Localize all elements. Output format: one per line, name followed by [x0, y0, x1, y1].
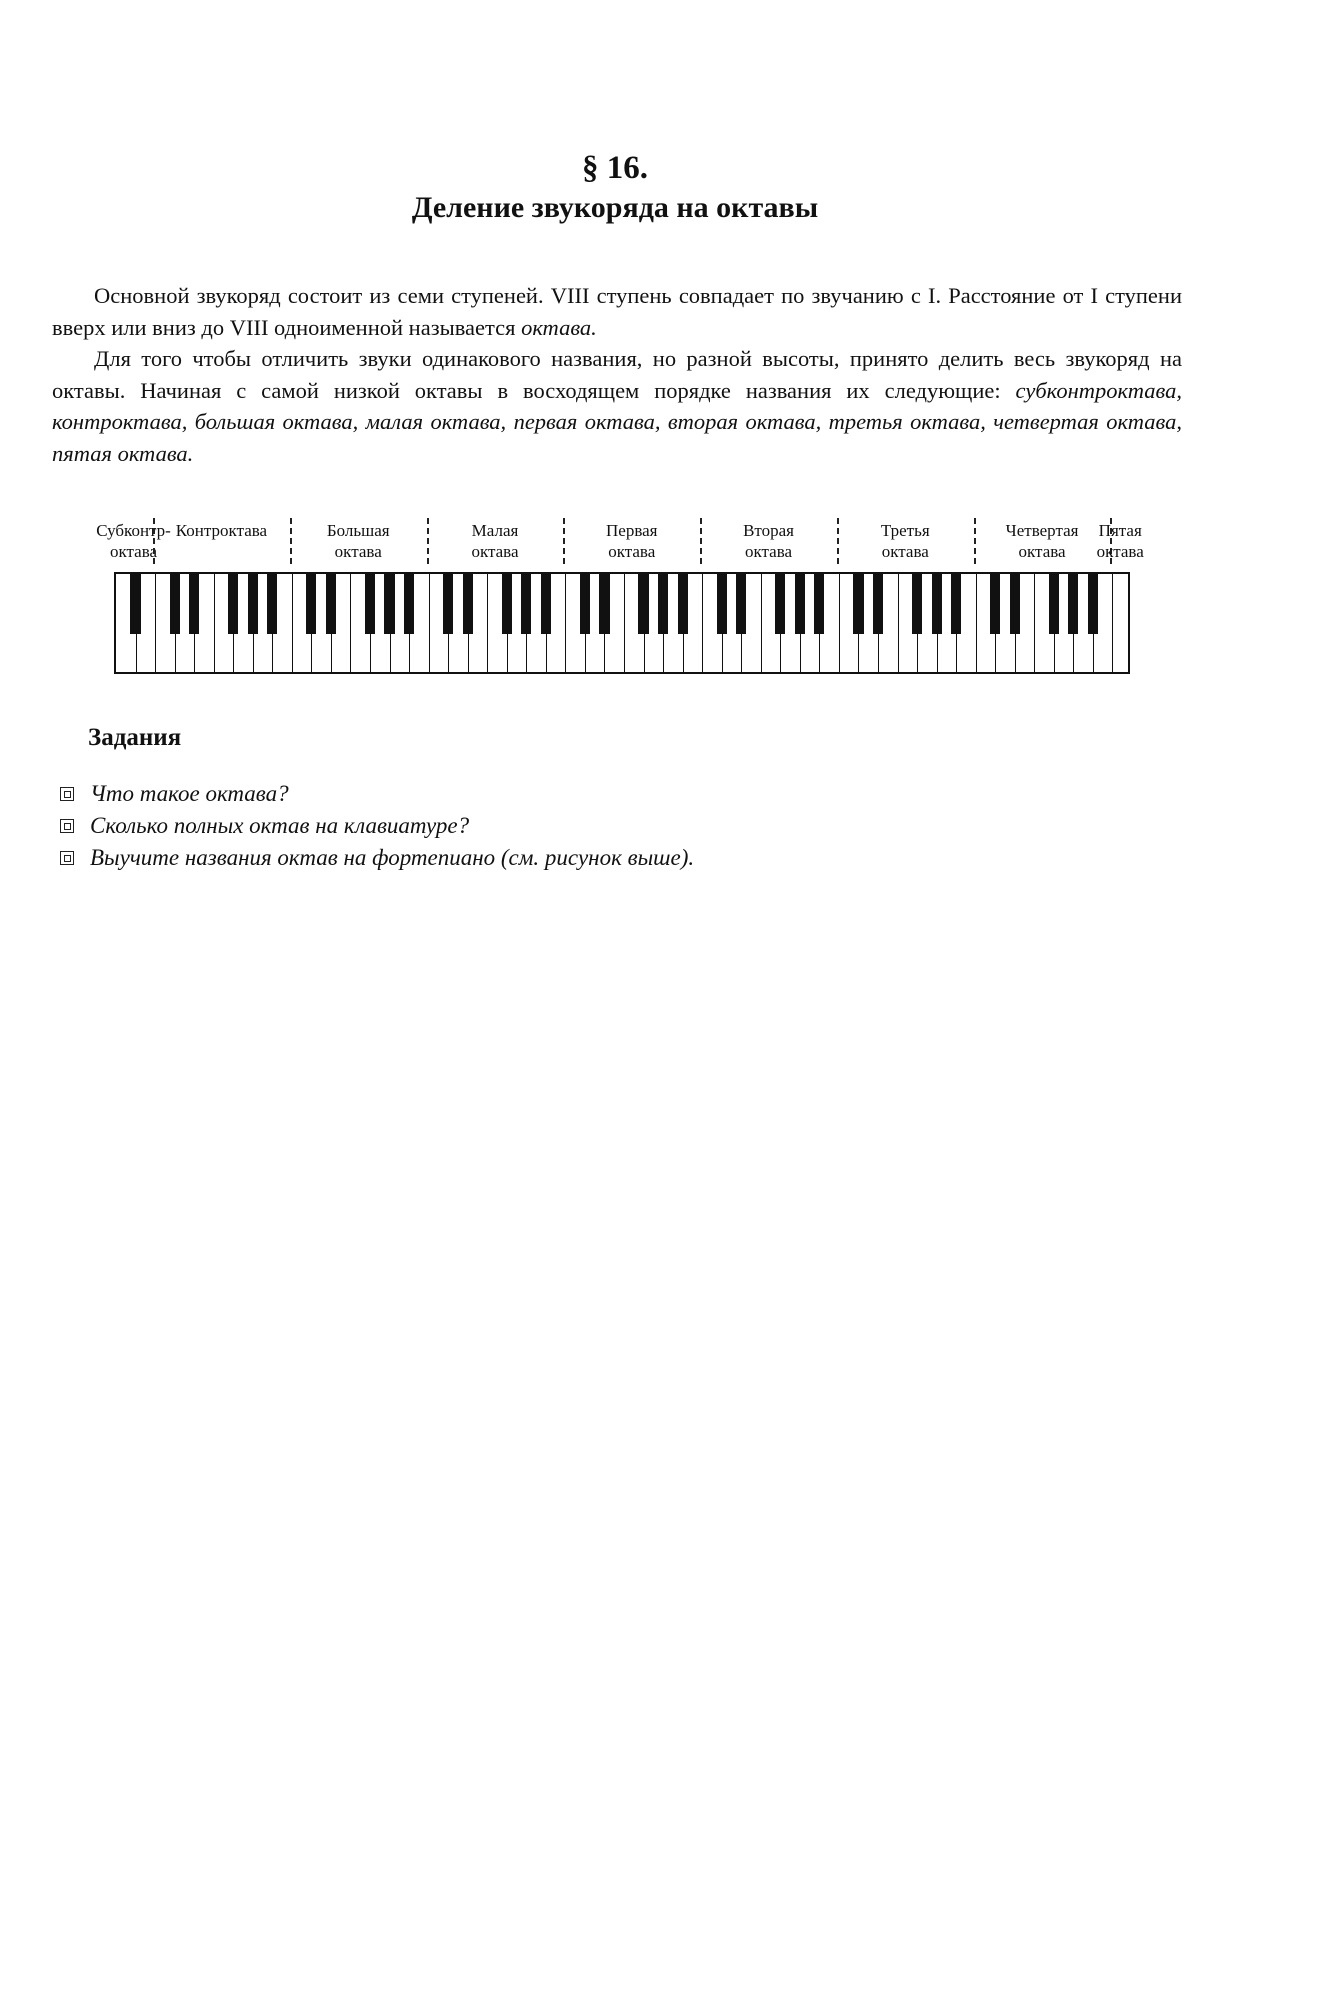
- black-key: [384, 574, 394, 634]
- octave-label: Вторая октава: [743, 521, 794, 561]
- octave-label: Малая октава: [471, 521, 519, 561]
- black-key: [443, 574, 453, 634]
- black-key: [795, 574, 805, 634]
- black-key: [521, 574, 531, 634]
- octave-label: Третья октава: [880, 521, 930, 561]
- black-key: [951, 574, 961, 634]
- piano-keyboard: [114, 572, 1130, 674]
- octave-divider: [290, 518, 292, 564]
- octave-label: Большая октава: [326, 521, 390, 561]
- black-key: [130, 574, 140, 634]
- black-key: [932, 574, 942, 634]
- black-key: [814, 574, 824, 634]
- paragraph-text: Для того чтобы отличить звуки одинакового названия, но разной высоты, принято делить весь звукоряд на октавы. Начиная с самой низкой октавы в восходящем порядке названия их следующие:: [52, 346, 1182, 403]
- tasks-list: [60, 778, 694, 874]
- task-item: [60, 778, 694, 810]
- paragraph-2: [52, 343, 1182, 469]
- task-text: Что такое октава?: [90, 781, 289, 806]
- paragraph-term-list: субконтроктава, контроктава, большая октава, малая октава, первая октава, вторая октава, третья октава, четвертая октава, пятая октава.: [52, 377, 1182, 466]
- octave-label: Контроктава: [175, 521, 268, 540]
- octave-divider: [974, 518, 976, 564]
- black-key: [502, 574, 512, 634]
- black-key: [1049, 574, 1059, 634]
- section-title: Деление звукоряда на октавы: [411, 191, 819, 224]
- black-key: [638, 574, 648, 634]
- octave-divider: [563, 518, 565, 564]
- black-key: [228, 574, 238, 634]
- black-key: [267, 574, 277, 634]
- black-key: [248, 574, 258, 634]
- black-key: [170, 574, 180, 634]
- black-key: [463, 574, 473, 634]
- black-key: [326, 574, 336, 634]
- paragraph-1: [52, 280, 1182, 343]
- black-key: [658, 574, 668, 634]
- black-key: [599, 574, 609, 634]
- black-key: [541, 574, 551, 634]
- black-key: [365, 574, 375, 634]
- black-key: [404, 574, 414, 634]
- tasks-heading: Задания: [88, 724, 182, 751]
- white-key: [1112, 574, 1132, 672]
- body-text: [52, 280, 1182, 469]
- black-key: [736, 574, 746, 634]
- octave-label: Первая октава: [606, 521, 658, 561]
- task-item: [60, 810, 694, 842]
- octave-label: Четвертая октава: [1005, 521, 1079, 561]
- keyboard-figure: [40, 508, 1190, 678]
- octave-divider: [427, 518, 429, 564]
- black-key: [853, 574, 863, 634]
- black-key: [306, 574, 316, 634]
- octave-divider: [700, 518, 702, 564]
- page-heading: [0, 148, 1230, 228]
- square-bullet-icon: [60, 851, 74, 865]
- square-bullet-icon: [60, 819, 74, 833]
- task-text: Выучите названия октав на фортепиано (см. рисунок выше).: [90, 845, 695, 870]
- black-key: [678, 574, 688, 634]
- black-key: [717, 574, 727, 634]
- black-key: [1068, 574, 1078, 634]
- black-key: [1088, 574, 1098, 634]
- black-key: [1010, 574, 1020, 634]
- octave-divider: [153, 518, 155, 564]
- black-key: [990, 574, 1000, 634]
- paragraph-text: Основной звукоряд состоит из семи ступеней. VIII ступень совпадает по звучанию с I. Расстояние от I ступени вверх или вниз до VIII одноименной называется: [52, 283, 1182, 340]
- black-key: [189, 574, 199, 634]
- black-key: [775, 574, 785, 634]
- paragraph-term: октава.: [521, 314, 597, 340]
- task-text: Сколько полных октав на клавиатуре?: [90, 813, 470, 838]
- black-key: [912, 574, 922, 634]
- square-bullet-icon: [60, 787, 74, 801]
- octave-label: Субконтр- октава: [96, 521, 171, 561]
- octave-divider: [837, 518, 839, 564]
- section-number: § 16.: [582, 150, 648, 186]
- octave-label: Пятая октава: [1096, 521, 1144, 561]
- black-key: [580, 574, 590, 634]
- black-key: [873, 574, 883, 634]
- task-item: [60, 842, 694, 874]
